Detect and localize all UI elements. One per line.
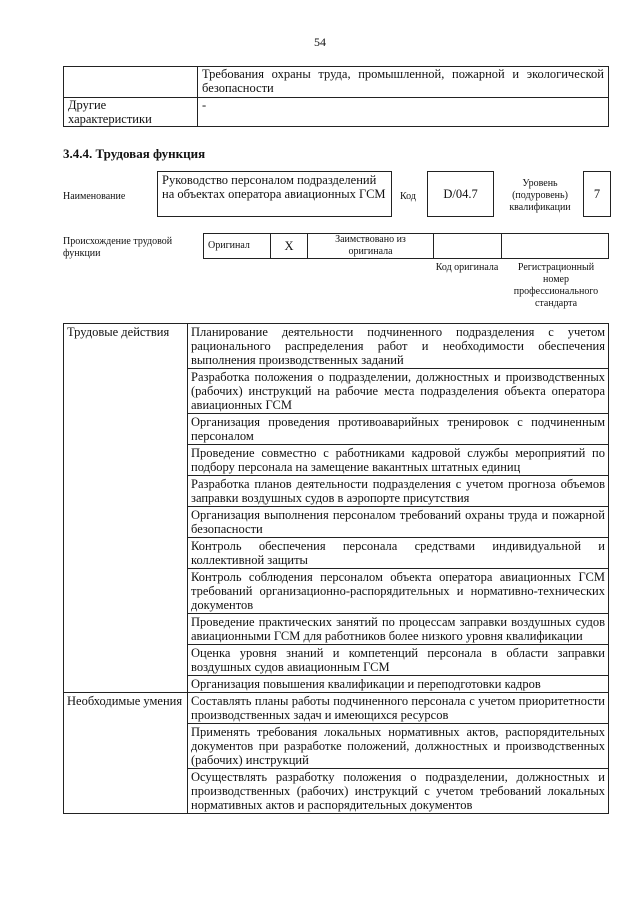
name-value-box <box>157 171 392 217</box>
borrowed-label: Заимствовано из оригинала <box>308 234 434 259</box>
list-item: Организация повышения квалификации и переподготовки кадров <box>188 676 609 693</box>
section-title: 3.4.4. Трудовая функция <box>63 146 206 161</box>
code-label: Код <box>400 191 416 202</box>
name-label: Наименование <box>63 191 126 202</box>
section-label: Необходимые умения <box>64 693 188 814</box>
list-item: Составлять планы работы подчиненного персонала с учетом приоритетности производственных задач и имеющихся ресурсов <box>188 693 609 724</box>
table-row <box>64 98 609 127</box>
origin-table <box>203 233 609 259</box>
code-original-cell <box>434 234 502 259</box>
row-text: - <box>198 98 609 127</box>
original-label: Оригинал <box>204 234 271 259</box>
list-item: Организация проведения противоаварийных тренировок с подчиненным персоналом <box>188 414 609 445</box>
table-row <box>64 67 609 98</box>
row-text: Требования охраны труда, промышленной, пожарной и экологической безопасности <box>198 67 609 98</box>
list-item: Планирование деятельности подчиненного подразделения с учетом рационального распределения работ и необходимости обеспечения выполнения производственных заданий <box>188 324 609 369</box>
level-label: Уровень (подуровень) квалификации <box>509 178 571 213</box>
row-label: Другие характеристики <box>64 98 198 127</box>
code-original-caption: Код оригинала <box>435 262 499 273</box>
row-label <box>64 67 198 98</box>
list-item: Применять требования локальных нормативных актов, распорядительных документов при разработке положений, должностных и производственных (рабочих) инструкций <box>188 724 609 769</box>
table-row <box>64 693 609 724</box>
list-item: Контроль соблюдения персоналом объекта оператора авиационных ГСМ требований организационно-распорядительных и нормативно-технических документов <box>188 569 609 614</box>
list-item: Организация выполнения персоналом требований охраны труда и пожарной безопасности <box>188 507 609 538</box>
list-item: Контроль обеспечения персонала средствами индивидуальной и коллективной защиты <box>188 538 609 569</box>
level-value: 7 <box>583 171 611 217</box>
list-item: Проведение совместно с работниками кадровой службы мероприятий по подбору персонала на замещение вакантных штатных единиц <box>188 445 609 476</box>
origin-label: Происхождение трудовой функции <box>63 236 173 259</box>
list-item: Осуществлять разработку положения о подразделении, должностных и производственных (рабочих) инструкций с учетом требований локальных нормативных актов и распорядительных документов <box>188 769 609 814</box>
table-row <box>64 324 609 369</box>
reg-number-caption: Регистрационный номер профессионального стандарта <box>513 262 599 309</box>
list-item: Оценка уровня знаний и компетенций персонала в области заправки воздушных судов авиационным ГСМ <box>188 645 609 676</box>
reg-number-cell <box>502 234 609 259</box>
original-mark: X <box>271 234 308 259</box>
section-label: Трудовые действия <box>64 324 188 693</box>
list-item: Разработка планов деятельности подразделения с учетом прогноза объемов заправки воздушных судов в аэропорте присутствия <box>188 476 609 507</box>
list-item: Проведение практических занятий по процессам заправки воздушных судов авиационными ГСМ для работников более низкого уровня квалификации <box>188 614 609 645</box>
top-table <box>63 66 609 127</box>
list-item: Разработка положения о подразделении, должностных и производственных (рабочих) инструкций на рабочие места подразделения объекта оператора авиационных ГСМ <box>188 369 609 414</box>
function-table <box>63 323 609 814</box>
code-value: D/04.7 <box>427 171 494 217</box>
page-number: 54 <box>314 35 326 49</box>
name-value: Руководство персоналом подразделений на объектах оператора авиационных ГСМ <box>162 173 386 201</box>
